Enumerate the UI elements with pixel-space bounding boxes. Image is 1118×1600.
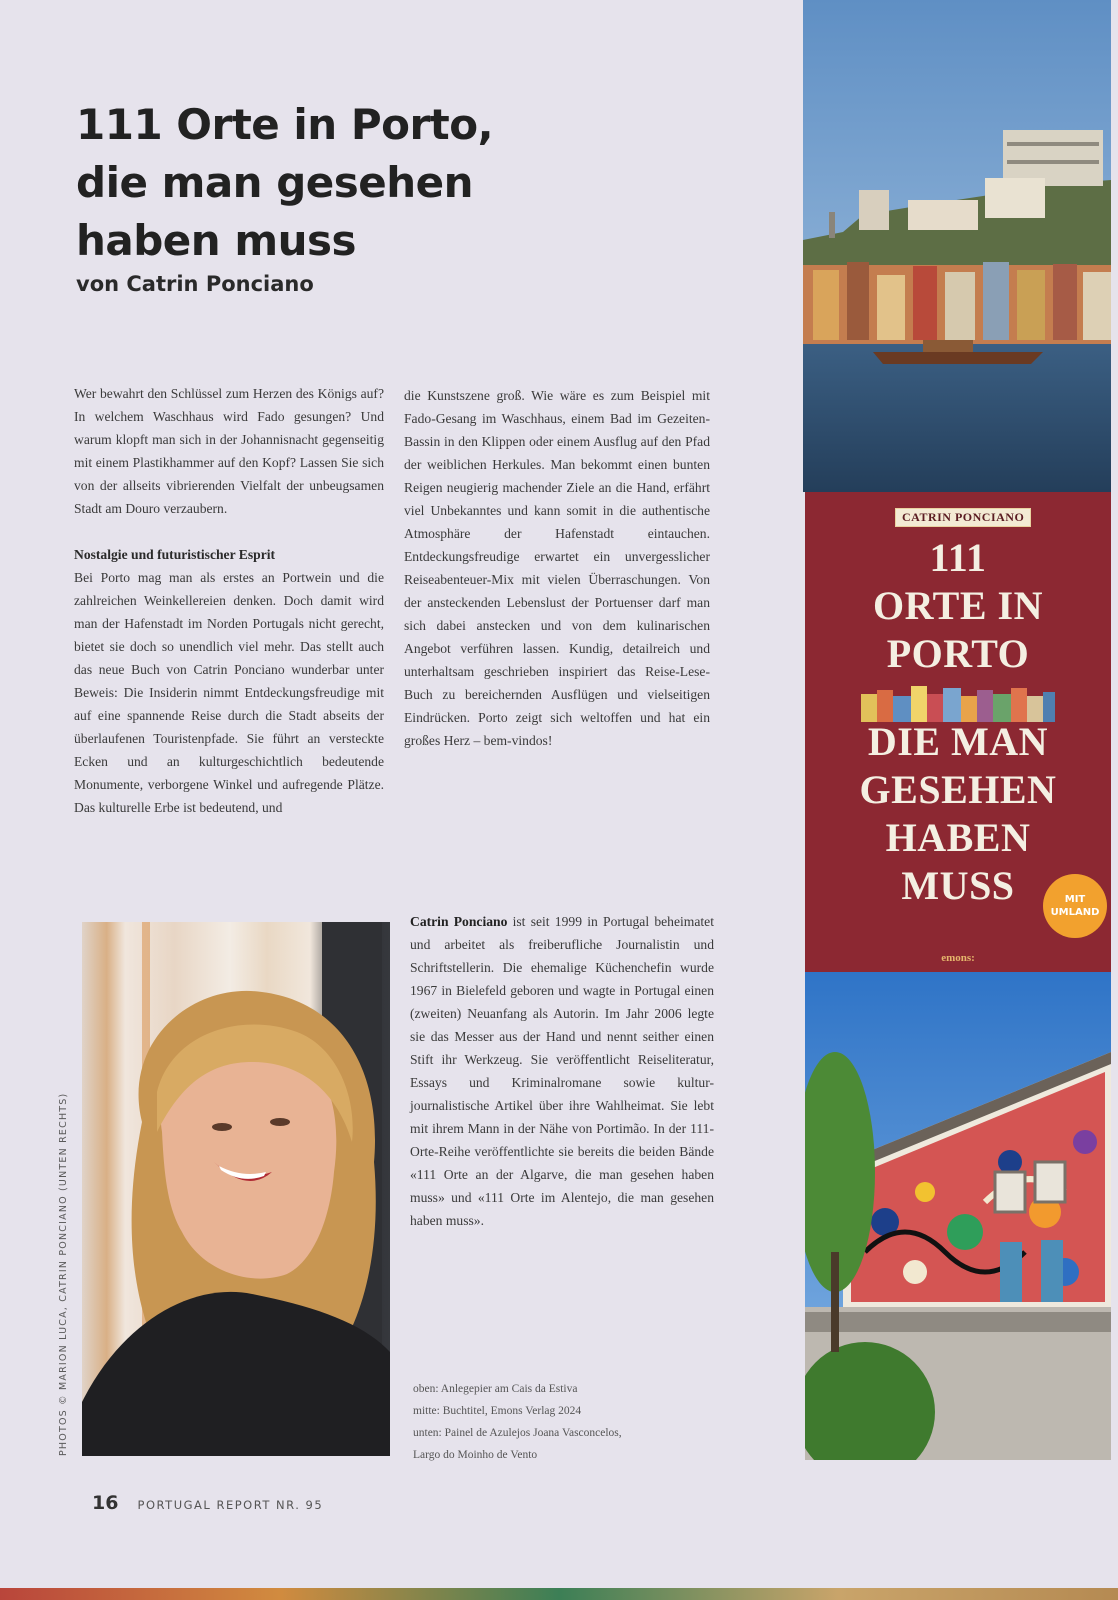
cover-line-3: PORTO	[886, 631, 1030, 676]
body-paragraph-left: Bei Porto mag man als erstes an Portwein und die zahlreichen Weinkellereien denken. Doch damit wird man der Hafenstadt im Norden Portugals nicht gerecht, bietet sie doch so unendlich viel mehr. Das stellt auch das neue Buch von Catrin Ponciano wunderbar unter Beweis: Die Insiderin nimmt Entdeckungsfreudige mit auf eine spannende Reise durch die Stadt abseits der überlaufenen Touristenpfade. Sie führt an versteckte Ecken und an kulturgeschichtlich bedeutende Monumente, verborgene Winkel und aufregende Plätze. Das kulturelle Erbe ist bedeutend, und	[74, 570, 384, 815]
magazine-name: PORTUGAL REPORT NR. 95	[137, 1498, 324, 1512]
book-cover	[805, 492, 1111, 972]
cover-line-4: DIE MAN	[867, 719, 1049, 764]
body-paragraph-middle: die Kunstszene groß. Wie wäre es zum Beispiel mit Fado-Gesang im Waschhaus, einem Bad im Gezeiten-Bassin in den Klippen oder einem Ausflug auf den Pfad der weiblichen Herkules. Man bekommt einen bunten Reigen neugierig machender Ziele an die Hand, erfährt viel Unbekanntes und kann somit in die authentische Atmosphäre der Hafenstadt eintauchen. Entdeckungsfreudige erwartet ein unvergesslicher Reiseabenteuer-Mix mit vielen Überraschungen. Von der ansteckenden Lebenslust der Portuenser darf man sich dabei anstecken und von dem kulinarischen Angebot verführen lassen. Kundig, detailreich und unterhaltsam geschrieben inspiriert das Reise-Lese-Buch zu bereichernden Ausflügen und vielseitigen Eindrücken. Porto zeigt sich weltoffen und hat ein großes Herz – bem-vindos!	[404, 388, 710, 748]
text-column-middle	[404, 384, 710, 752]
photo-credit: PHOTOS © MARION LUCA, CATRIN PONCIANO (UNTEN RECHTS)	[58, 1092, 69, 1456]
author-bio	[410, 910, 714, 1232]
caption-middle: mitte: Buchtitel, Emons Verlag 2024	[413, 1405, 582, 1417]
bio-text: ist seit 1999 in Portugal beheimatet und arbeitet als freiberufliche Journalistin und Schriftstellerin. Die ehemalige Küchenchefin wurde 1967 in Bielefeld geboren und wagte in Portugal einen (zweiten) Neuanfang als Autorin. Im Jahr 2006 legte sie das Messer aus der Hand und nennt seither einen Stift ihr Werkzeug. Sie veröffentlicht Reiseliteratur, Essays und Kriminalromane sowie kultur-journalistische Artikel über ihre Wahlheimat. Sie lebt mit ihrem Mann in der Nähe von Portimão. In der 111-Orte-Reihe veröffentlichte sie bereits die beiden Bände «111 Orte an der Algarve, die man gesehen haben muss» und «111 Orte im Alentejo, die man gesehen haben muss».	[410, 914, 714, 1228]
portrait-illustration	[82, 922, 390, 1456]
cover-houses-illustration	[861, 684, 1055, 722]
article-title	[76, 96, 716, 270]
image-captions	[413, 1378, 713, 1466]
publisher-logo: emons:	[941, 952, 975, 964]
porto-riverside-photo	[803, 0, 1111, 492]
umland-badge	[1043, 874, 1107, 938]
subheading: Nostalgie und futuristischer Esprit	[74, 547, 276, 562]
page-number: 16	[92, 1492, 119, 1514]
title-line-1: 111 Orte in Porto,	[76, 100, 494, 149]
author-portrait-photo	[82, 922, 390, 1456]
cover-line-1: 111	[929, 535, 987, 580]
porto-riverside-illustration	[803, 0, 1111, 492]
page-footer	[92, 1492, 323, 1514]
page-bottom-edge	[0, 1588, 1118, 1600]
intro-paragraph: Wer bewahrt den Schlüssel zum Herzen des Königs auf? In welchem Waschhaus wird Fado gesungen? Und warum klopft man sich in der Johannisnacht gegenseitig mit einem Plastikhammer auf den Kopf? Lassen Sie sich von der allseits vibrierenden Vielfalt der unbeugsamen Stadt am Douro verzaubern.	[74, 386, 384, 516]
azulejo-mural-illustration	[805, 972, 1111, 1460]
cover-line-5: GESEHEN	[859, 767, 1057, 812]
cover-line-2: ORTE IN	[873, 583, 1043, 628]
badge-line-2: UMLAND	[1050, 907, 1100, 918]
text-column-left	[74, 382, 384, 819]
badge-line-1: MIT	[1064, 894, 1086, 905]
caption-bottom-cont: Largo do Moinho de Vento	[413, 1449, 538, 1461]
caption-bottom: unten: Painel de Azulejos Joana Vasconcelos,	[413, 1427, 622, 1439]
azulejo-mural-photo	[805, 972, 1111, 1460]
cover-line-6: HABEN	[885, 815, 1031, 860]
byline: von Catrin Ponciano	[76, 272, 314, 296]
caption-top: oben: Anlegepier am Cais da Estiva	[413, 1383, 578, 1395]
title-line-3: haben muss	[76, 216, 356, 265]
cover-line-7: MUSS	[901, 863, 1015, 908]
title-line-2: die man gesehen	[76, 158, 474, 207]
bio-author-name: Catrin Ponciano	[410, 914, 508, 929]
cover-author: CATRIN PONCIANO	[895, 508, 1031, 527]
